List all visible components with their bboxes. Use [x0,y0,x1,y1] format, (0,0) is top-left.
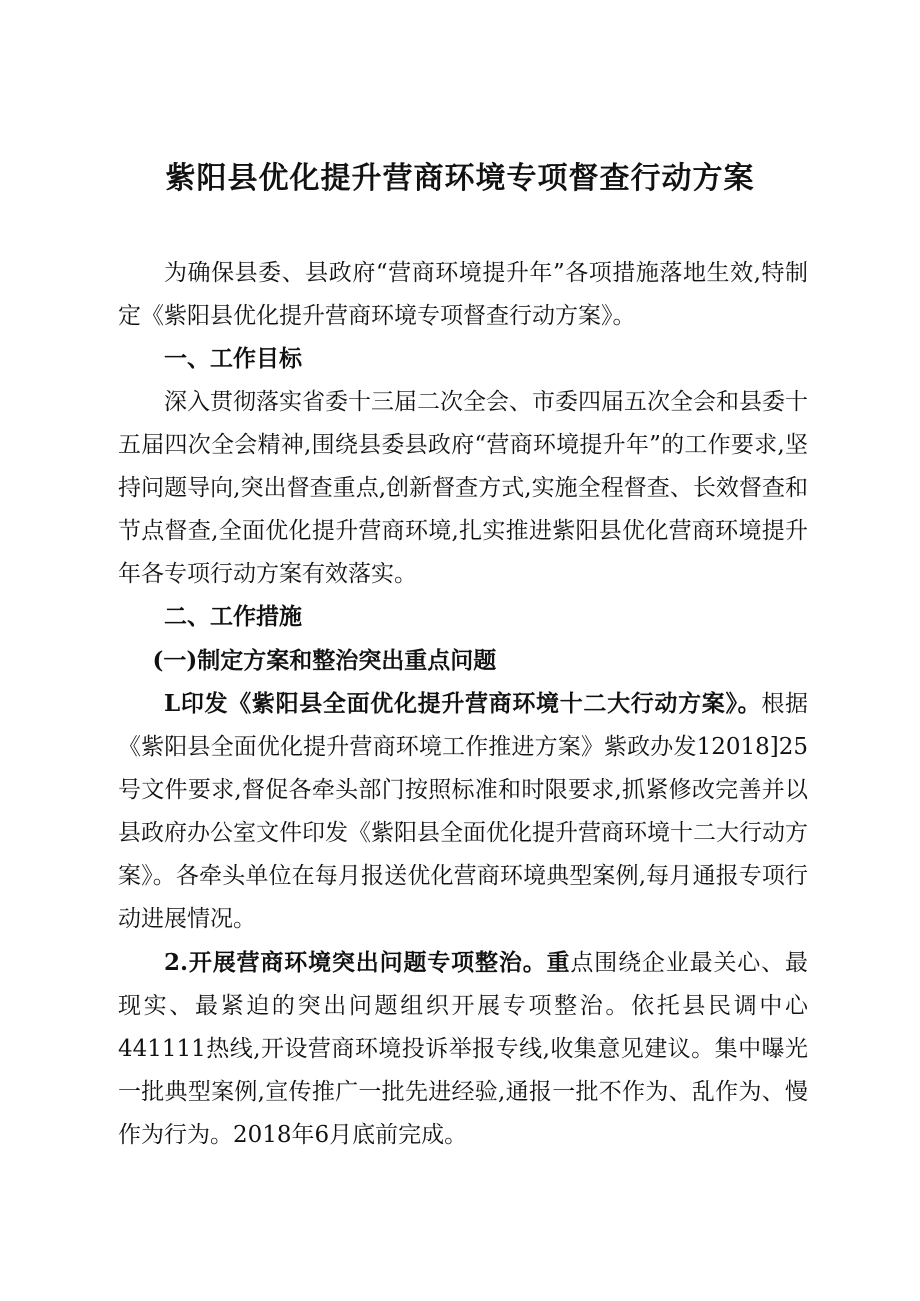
subsection-heading-plans [118,639,808,682]
measure-item-1-lead: L印发《紫阳县全面优化提升营商环境十二大行动方案》。 [164,690,762,717]
goals-paragraph: 深入贯彻落实省委十三届二次全会、市委四届五次全会和县委十五届四次全会精神,围绕县委县政府“营商环境提升年”的工作要求,坚持问题导向,突出督查重点,创新督查方式,实施全程督查、长效督查和节点督查,全面优化提升营商环境,扎实推进紫阳县优化营商环境提升年各专项行动方案有效落实。 [118,389,808,587]
document-body [118,252,808,1157]
section-heading-goals: 一、工作目标 [164,346,302,372]
document-title: 紫阳县优化提升营商环境专项督查行动方案 [165,161,755,196]
section-heading-measures: 二、工作措施 [164,604,302,630]
measure-item-2 [118,941,808,1157]
intro-paragraph: 为确保县委、县政府“营商环境提升年”各项措施落地生效,特制定《紫阳县优化提升营商环境专项督查行动方案》。 [118,260,808,329]
measure-item-1 [118,682,808,941]
subsection-heading-text: (一)制定方案和整治突出重点问题 [152,647,497,674]
measure-item-2-body: 点围绕企业最关心、最现实、最紧迫的突出问题组织开展专项整治。依托县民调中心441111热线,开设营商环境投诉举报专线,收集意见建议。集中曝光一批典型案例,宣传推广一批先进经验,通报一批不作为、乱作为、慢作为行为。2018年6月底前完成。 [118,950,809,1148]
measure-item-2-lead: 2.开展营商环境突出问题专项整治。重 [164,949,571,976]
measure-item-1-body: 根据《紫阳县全面优化提升营商环境工作推进方案》紫政办发12018]25号文件要求,督促各牵头部门按照标准和时限要求,抓紧修改完善并以县政府办公室文件印发《紫阳县全面优化提升营商环境十二大行动方案》。各牵头单位在每月报送优化营商环境典型案例,每月通报专项行动进展情况。 [118,691,809,932]
